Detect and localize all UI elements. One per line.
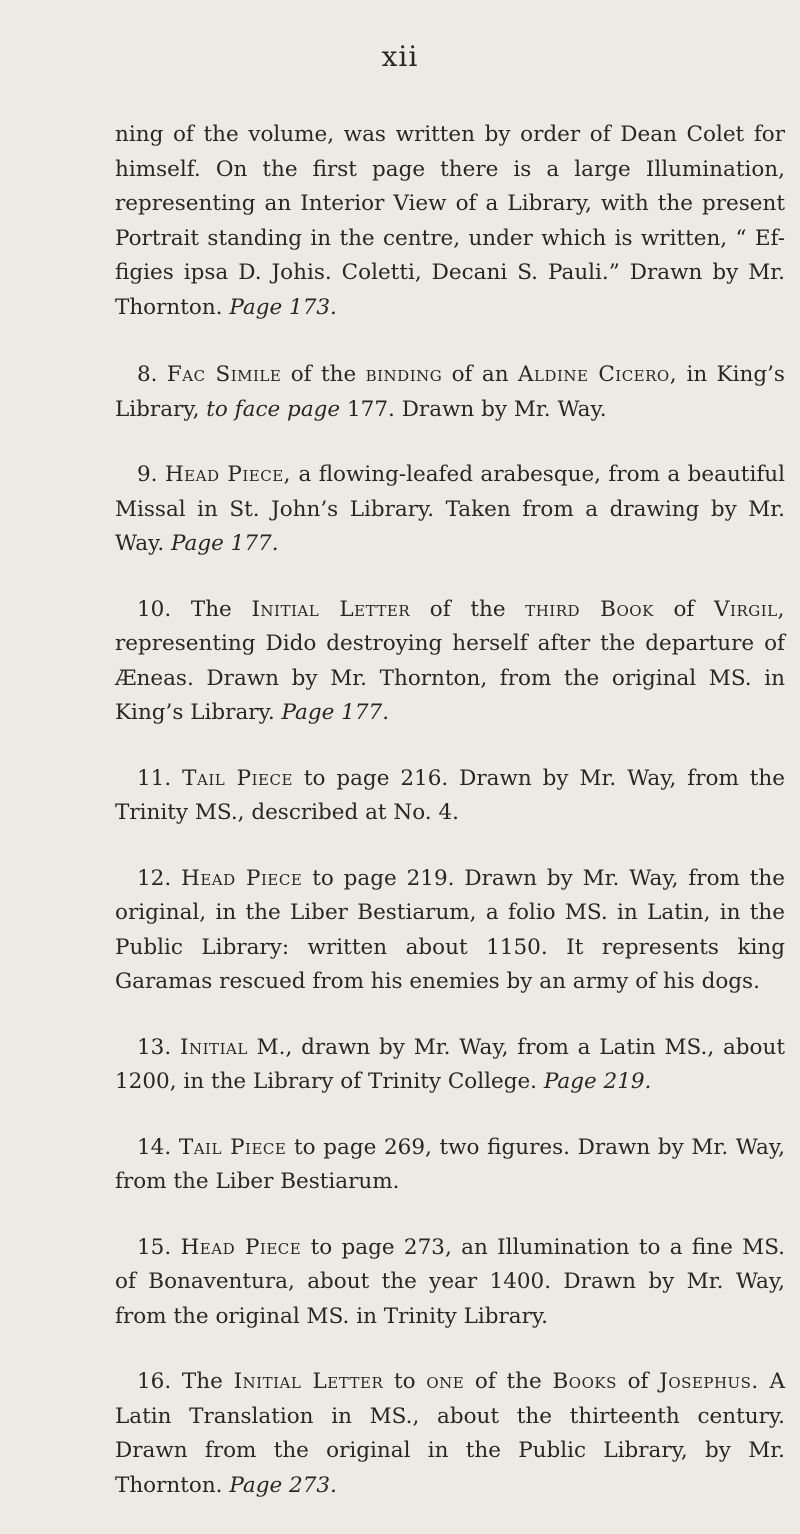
- list-item: [115, 762, 785, 831]
- entry-text: to page 269, two figures. Drawn by Mr. Way, from the Liber Bestiarum.: [115, 1134, 785, 1194]
- list-item: [115, 1131, 785, 1200]
- entry-subject: third Book: [525, 596, 654, 622]
- entry-subject: Initial Letter: [251, 596, 411, 622]
- entry-text: The: [190, 596, 232, 622]
- entry-number: 9.: [137, 462, 158, 487]
- entry-text: of: [627, 1369, 649, 1394]
- entry-subject: Head Piece: [181, 865, 303, 891]
- entry-subject: Tail Piece: [182, 765, 293, 791]
- entry-text: of the: [429, 596, 506, 622]
- entry-text: 177. Drawn by Mr. Way.: [346, 396, 607, 422]
- entry-text: of an: [451, 362, 509, 387]
- list-item-continued: [115, 118, 785, 325]
- entry-number: 16.: [137, 1369, 172, 1394]
- entry-text: to page 273, an Illumination to a fine MS. of Bonaventura, about the year 1400. Drawn by Mr. Way, from the original MS. in Trinity Library.: [115, 1234, 785, 1329]
- entry-text: A Latin Translation in MS., about the thirteenth century. Drawn from the original in the Public Library, by Mr. Thornton.: [115, 1369, 786, 1498]
- list-item: [115, 1031, 785, 1100]
- entry-text: The: [181, 1369, 223, 1394]
- entry-text: in King’s Library,: [115, 362, 785, 422]
- entry-text: to page 219. Drawn by Mr. Way, from the original, in the Liber Bestiarum, a folio MS. in Latin, in the Public Library: written about 1150. It represents king Garamas rescued from his enemies by an army of his dogs.: [115, 865, 785, 994]
- entry-subject: Josephus.: [659, 1369, 759, 1394]
- entry-subject: Books: [552, 1369, 617, 1394]
- list-item: [115, 458, 785, 562]
- list-item: [115, 1365, 785, 1503]
- page-reference: Page 177.: [281, 700, 390, 725]
- entry-subject: Virgil,: [714, 596, 785, 622]
- list-item: [115, 862, 785, 1000]
- entry-subject: Aldine Cicero,: [517, 362, 678, 387]
- entry-subject: Head Piece: [180, 1234, 302, 1260]
- entry-text: of the: [474, 1369, 542, 1394]
- entry-subject: Fac Simile: [166, 362, 282, 387]
- entry-subject: one: [426, 1369, 465, 1394]
- entry-number: 10.: [137, 596, 172, 622]
- entry-number: 15.: [137, 1234, 172, 1260]
- list-item: [115, 1231, 785, 1335]
- entry-number: 12.: [137, 865, 172, 891]
- illustration-list: [115, 118, 785, 1534]
- entry-text: of: [673, 596, 695, 622]
- entry-number: 11.: [137, 765, 172, 791]
- list-item: [115, 593, 785, 731]
- entry-text: a flowing-leafed arabesque, from a beautiful Missal in St. John’s Library. Taken from a drawing by Mr. Way.: [115, 462, 785, 556]
- page-reference: Page 173.: [229, 294, 337, 320]
- entry-number: 13.: [137, 1034, 172, 1060]
- entry-subject: Head Piece,: [164, 462, 292, 487]
- entry-subject: Initial Letter: [233, 1369, 384, 1394]
- entry-italic: to face page: [206, 396, 341, 422]
- entry-subject: Initial: [180, 1034, 248, 1060]
- entry-subject: binding: [365, 362, 443, 387]
- page-number: xii: [381, 40, 419, 73]
- entry-number: 8.: [137, 362, 158, 387]
- entry-text: to page 216. Drawn by Mr. Way, from the Trinity MS., described at No. 4.: [115, 765, 785, 825]
- entry-number: 14.: [137, 1134, 172, 1160]
- entry-text: to: [394, 1369, 416, 1394]
- entry-text: of the: [290, 362, 357, 387]
- page-reference: Page 219.: [543, 1069, 652, 1094]
- page-reference: Page 177.: [171, 531, 279, 556]
- entry-subject: Tail Piece: [178, 1134, 287, 1160]
- entry-text: representing Dido destroying herself after the departure of Æneas. Drawn by Mr. Thornton, from the original MS. in King’s Library.: [115, 631, 785, 725]
- list-item: [115, 358, 785, 427]
- entry-text: ning of the volume, was written by order of Dean Colet for himself. On the first page there is a large Illumination, representing an Interior View of a Library, with the present Portrait standing in the centre, under which is written, “ Ef-figies ipsa D. Johis. Coletti, Decani S. Pauli.” Drawn by Mr. Thornton.: [115, 122, 785, 320]
- page-reference: Page 273.: [229, 1472, 337, 1498]
- entry-text: M., drawn by Mr. Way, from a Latin MS., about 1200, in the Library of Trinity College.: [115, 1034, 785, 1094]
